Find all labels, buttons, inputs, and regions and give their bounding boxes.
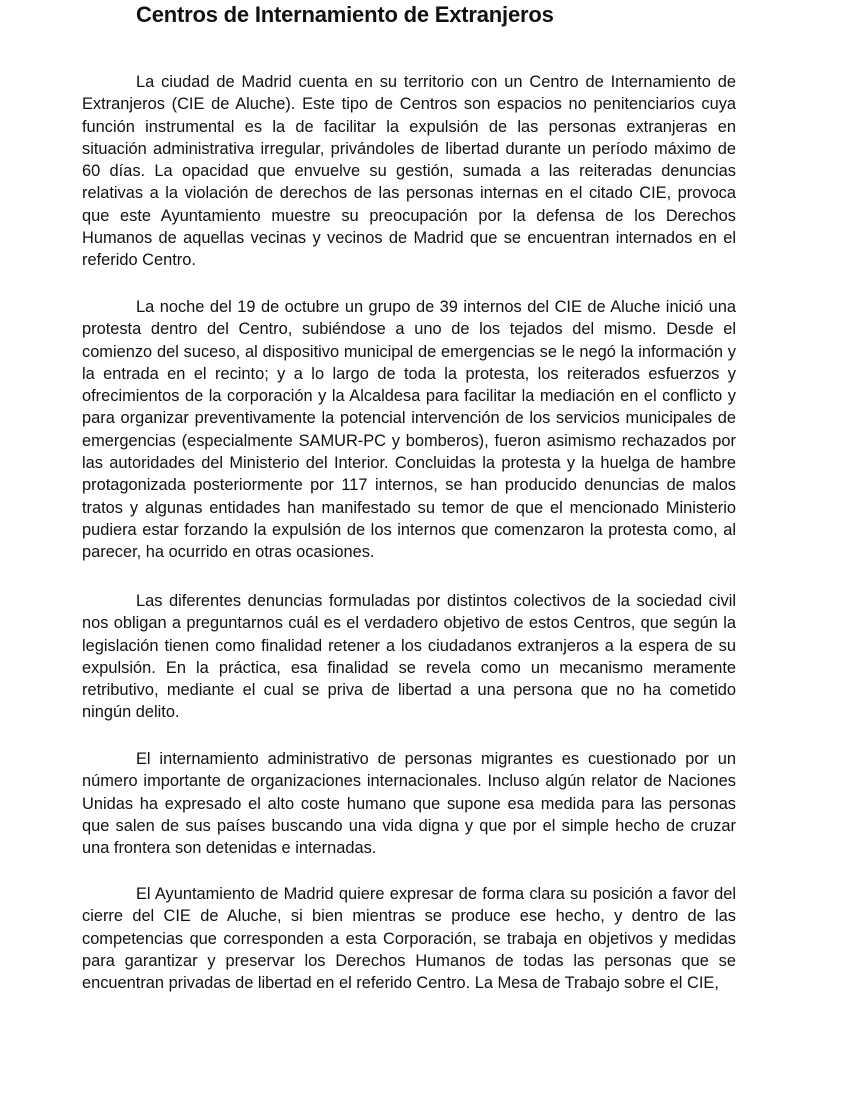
paragraph-4: El internamiento administrativo de personas migrantes es cuestionado por un número importante de organizaciones internacionales. Incluso algún relator de Naciones Unidas ha expresado el alto coste humano que supone esa medida para las personas que salen de sus países buscando una vida digna y que por el simple hecho de cruzar una frontera son detenidas e internadas. [82,750,736,858]
paragraph-1: La ciudad de Madrid cuenta en su territorio con un Centro de Internamiento de Extranjeros (CIE de Aluche). Este tipo de Centros son espacios no penitenciarios cuya función instrumental es la de facilitar la expulsión de las personas extranjeras en situación administrativa irregular, privándoles de libertad durante un período máximo de 60 días. La opacidad que envuelve su gestión, sumada a las reiteradas denuncias relativas a la violación de derechos de las personas internas en el citado CIE, provoca que este Ayuntamiento muestre su preocupación por la defensa de los Derechos Humanos de aquellas vecinas y vecinos de Madrid que se encuentran internados en el referido Centro. [82,73,736,270]
document-title: Centros de Internamiento de Extranjeros [136,2,554,27]
paragraph-2: La noche del 19 de octubre un grupo de 39 internos del CIE de Aluche inició una protesta dentro del Centro, subiéndose a uno de los tejados del mismo. Desde el comienzo del suceso, al dispositivo municipal de emergencias se le negó la información y la entrada en el recinto; y a lo largo de toda la protesta, los reiterados esfuerzos y ofrecimientos de la corporación y la Alcaldesa para facilitar la mediación en el conflicto y para organizar preventivamente la potencial intervención de los servicios municipales de emergencias (especialmente SAMUR-PC y bomberos), fueron asimismo rechazados por las autoridades del Ministerio del Interior. Concluidas la protesta y la huelga de hambre protagonizada posteriormente por 117 internos, se han producido denuncias de malos tratos y algunas entidades han manifestado su temor de que el mencionado Ministerio pudiera estar forzando la expulsión de los internos que comenzaron la protesta como, al parecer, ha ocurrido en otras ocasiones. [82,298,736,562]
paragraph-5: El Ayuntamiento de Madrid quiere expresar de forma clara su posición a favor del cierre del CIE de Aluche, si bien mientras se produce ese hecho, y dentro de las competencias que corresponden a esta Corporación, se trabaja en objetivos y medidas para garantizar y preservar los Derechos Humanos de todas las personas que se encuentran privadas de libertad en el referido Centro. La Mesa de Trabajo sobre el CIE, [82,885,736,993]
paragraph-3: Las diferentes denuncias formuladas por distintos colectivos de la sociedad civil nos obligan a preguntarnos cuál es el verdadero objetivo de estos Centros, que según la legislación tienen como finalidad retener a los ciudadanos extranjeros a la espera de su expulsión. En la práctica, esa finalidad se revela como un mecanismo meramente retributivo, mediante el cual se priva de libertad a una persona que no ha cometido ningún delito. [82,592,736,722]
